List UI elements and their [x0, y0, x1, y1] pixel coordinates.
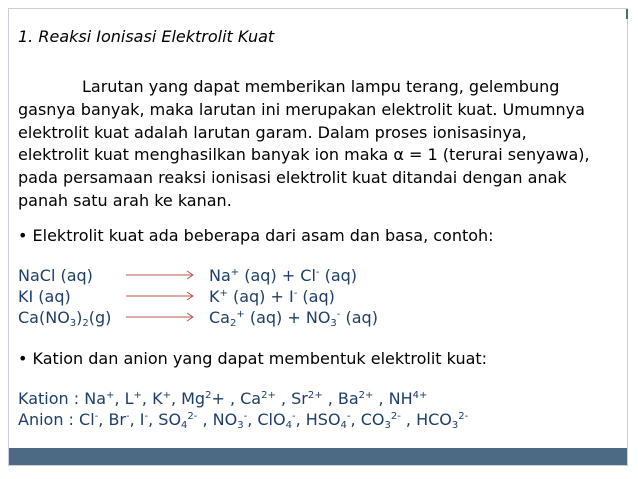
anion-list: Anion : Cl-, Br-, I-, $SO_4^{2-}$ , $NO_3^-$, ClO$_4$-, $HSO_4^-$, $CO_3^{2-}$ , $HCO_3^{2-}$: [18, 410, 469, 431]
paragraph-line: pada persamaan reaksi ionisasi elektrolit kuat ditandai dengan anak: [18, 168, 567, 188]
paragraph-line: panah satu arah ke kanan.: [18, 190, 232, 210]
equation-2-reactant: KI (aq): [18, 287, 71, 306]
paragraph-line: gasnya banyak, maka larutan ini merupakan elektrolit kuat. Umumnya: [18, 99, 585, 119]
corner-accent: [626, 9, 628, 19]
reaction-arrow-icon: [126, 312, 196, 322]
paragraph-line: Larutan yang dapat memberikan lampu terang, gelembung: [82, 77, 560, 96]
equation-2-products: K+ (aq) + I- (aq): [209, 287, 335, 306]
section-heading: 1. Reaksi Ionisasi Elektrolit Kuat: [18, 27, 275, 46]
footer-bar: [9, 448, 627, 465]
kation-list: Kation : Na+, L+, K+, $Mg^2+$ , $Ca^{2+}$ , $Sr^{2+}$ , $Ba^{2+}$ , $NH^{4+}$: [18, 389, 428, 408]
reaction-arrow-icon: [126, 291, 196, 301]
intro-paragraph: [18, 76, 623, 213]
bullet-strong-electrolytes: • Elektrolit kuat ada beberapa dari asam dan basa, contoh:: [18, 226, 494, 245]
paragraph-line: elektrolit kuat adalah larutan garam. Dalam proses ionisasinya,: [18, 122, 527, 142]
paragraph-line: elektrolit kuat menghasilkan banyak ion maka α = 1 (terurai senyawa),: [18, 145, 590, 165]
equation-1-products: Na+ (aq) + Cl- (aq): [209, 266, 358, 285]
equation-3-products: $Ca_2^+$ $(aq) + NO_3^-$ (aq): [209, 308, 378, 329]
bullet-cations-anions: • Kation dan anion yang dapat membentuk elektrolit kuat:: [18, 349, 488, 368]
equation-3-reactant: $Ca(NO_3)_2(g)$: [18, 308, 112, 329]
equation-1-reactant: NaCl (aq): [18, 266, 93, 285]
reaction-arrow-icon: [126, 270, 196, 280]
